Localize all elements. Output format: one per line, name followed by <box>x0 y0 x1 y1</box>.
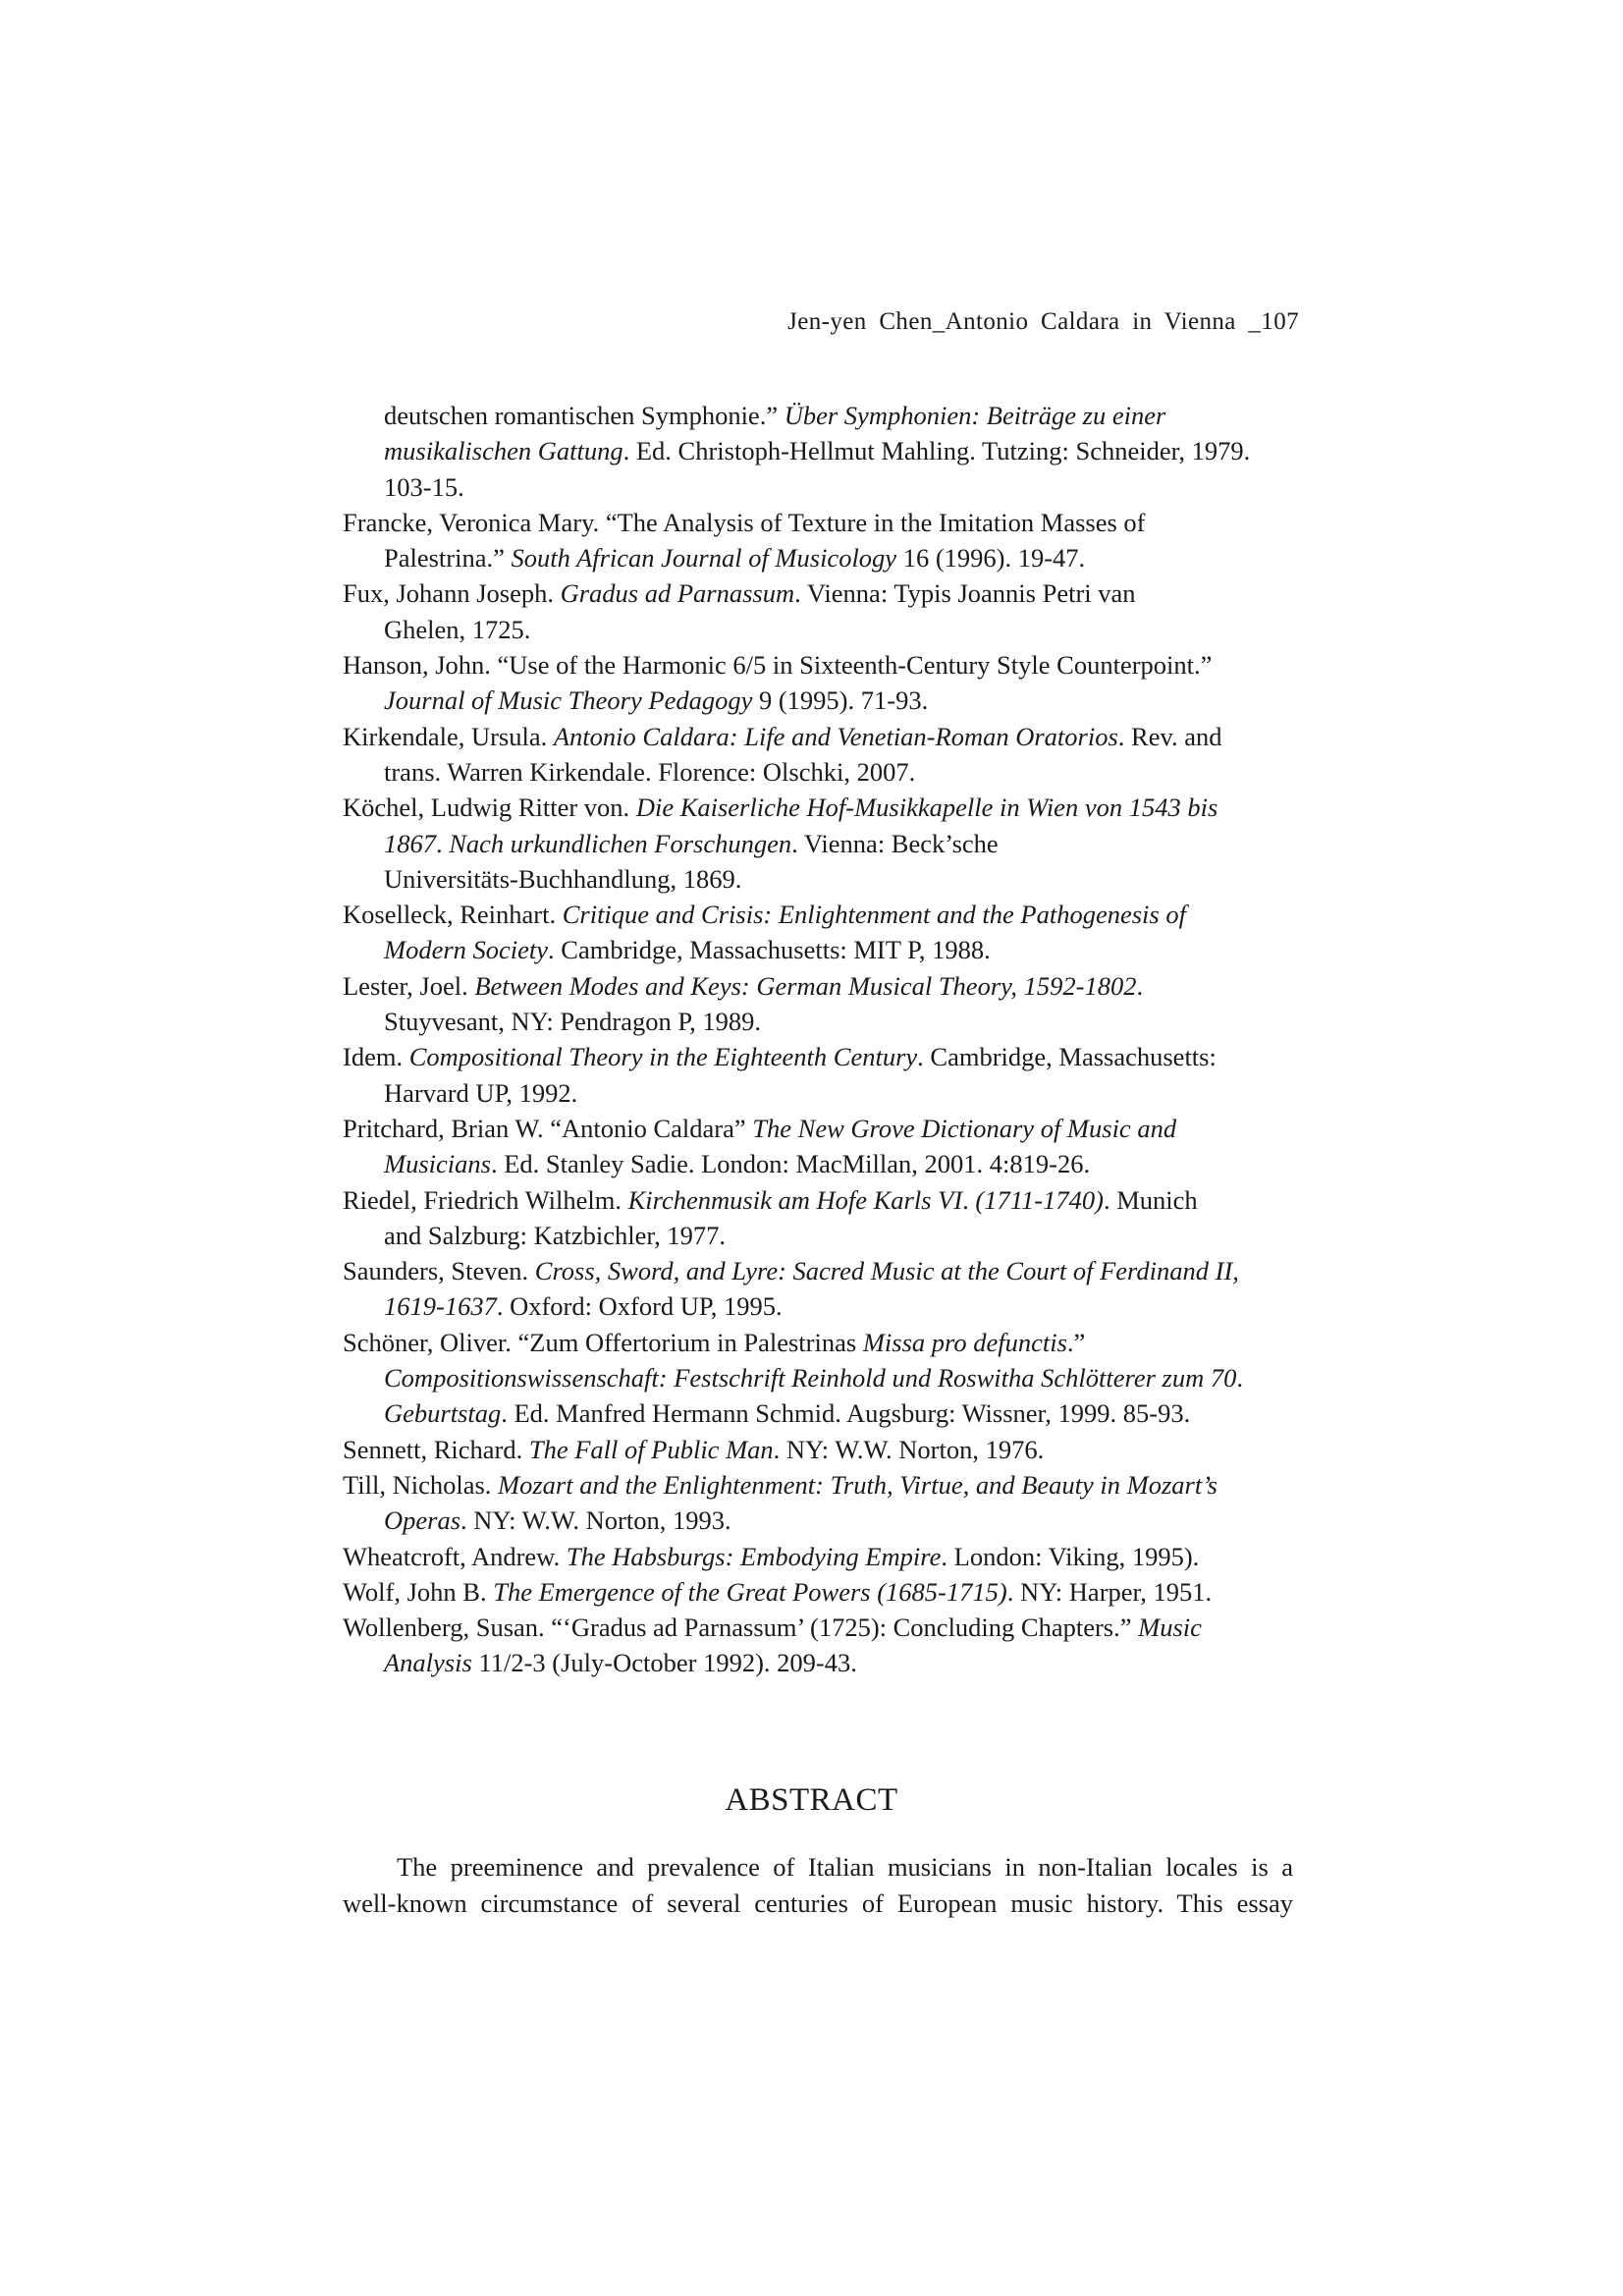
italic-title: 1619-1637 <box>384 1291 497 1322</box>
bibliography-entry <box>343 575 1305 611</box>
italic-title: Mozart and the Enlightenment: Truth, Virtue, and Beauty in Mozart’s <box>498 1469 1217 1500</box>
bibliography-entry <box>343 968 1305 1004</box>
bibliography-entry-continuation <box>343 1218 1305 1253</box>
bibliography-entry <box>343 1253 1305 1288</box>
citation-text: Hanson, John. “Use of the Harmonic 6/5 in Sixteenth-Century Style Counterpoint.” <box>343 650 1213 681</box>
italic-title: Musicians <box>384 1149 491 1179</box>
abstract-heading: ABSTRACT <box>725 1782 898 1818</box>
citation-text: Schöner, Oliver. “Zum Offertorium in Palestrinas <box>343 1327 863 1357</box>
citation-text: Lester, Joel. <box>343 970 475 1001</box>
bibliography-entry-continuation <box>343 1146 1305 1181</box>
citation-text: .” <box>1066 1327 1086 1357</box>
citation-text: . Munich <box>1103 1184 1198 1215</box>
citation-text: trans. Warren Kirkendale. Florence: Olschki, 2007. <box>384 756 916 787</box>
bibliography-entry <box>343 1539 1305 1574</box>
bibliography-entry <box>343 790 1305 825</box>
bibliography-entry-continuation <box>343 826 1305 861</box>
italic-title: Gradus ad Parnassum <box>560 578 795 609</box>
italic-title: Nach urkundlichen Forschungen <box>449 828 792 858</box>
italic-title: (1711-1740) <box>975 1184 1104 1215</box>
citation-text: . <box>962 1184 976 1215</box>
italic-title: Journal of Music Theory Pedagogy <box>384 685 753 716</box>
citation-text: Stuyvesant, NY: Pendragon P, 1989. <box>384 1007 762 1037</box>
bibliography-list <box>343 398 1305 1681</box>
citation-text: . <box>1136 970 1144 1001</box>
citation-text: Francke, Veronica Mary. “The Analysis of Texture in the Imitation Masses of <box>343 507 1146 537</box>
bibliography-entry <box>343 1325 1305 1360</box>
bibliography-entry <box>343 1610 1305 1645</box>
italic-title: Geburtstag <box>384 1398 502 1429</box>
citation-text: . NY: W.W. Norton, 1993. <box>460 1505 731 1536</box>
citation-text: . Cambridge, Massachusetts: <box>917 1042 1217 1072</box>
citation-text: deutschen romantischen Symphonie.” <box>384 401 784 430</box>
citation-text: Till, Nicholas. <box>343 1469 499 1500</box>
bibliography-entry <box>343 505 1305 540</box>
citation-text: 11/2-3 (July-October 1992). 209-43. <box>471 1648 857 1678</box>
italic-title: The Emergence of the Great Powers (1685-1715) <box>493 1576 1007 1607</box>
citation-text: 16 (1996). 19-47. <box>896 543 1086 574</box>
abstract-body <box>343 1849 1293 1922</box>
italic-title: Über Symphonien: Beiträge zu einer <box>784 401 1166 430</box>
bibliography-entry <box>343 1467 1305 1503</box>
italic-title: Die Kaiserliche Hof-Musikkapelle in Wien von 1543 bis <box>635 793 1218 823</box>
citation-text: Sennett, Richard. <box>343 1434 529 1464</box>
italic-title: The Habsburgs: Embodying Empire <box>566 1541 942 1571</box>
citation-text: Wollenberg, Susan. “‘Gradus ad Parnassum’ (1725): Concluding Chapters.” <box>343 1613 1139 1643</box>
italic-title: Kirchenmusik am Hofe Karls VI <box>627 1184 963 1215</box>
italic-title: Operas <box>384 1505 461 1536</box>
italic-title: Missa pro defunctis <box>862 1327 1067 1357</box>
italic-title: Modern Society <box>384 935 549 965</box>
italic-title: The New Grove Dictionary of Music and <box>752 1113 1177 1143</box>
citation-text: Köchel, Ludwig Ritter von. <box>343 793 636 823</box>
italic-title: Music <box>1138 1613 1202 1643</box>
bibliography-entry-continuation <box>343 1645 1305 1680</box>
italic-title: Between Modes and Keys: German Musical Theory, 1592-1802 <box>474 970 1137 1001</box>
citation-text: Fux, Johann Joseph. <box>343 578 561 609</box>
italic-title: Cross, Sword, and Lyre: Sacred Music at the Court of Ferdinand II, <box>534 1256 1239 1286</box>
bibliography-entry-continuation <box>343 540 1305 575</box>
citation-text: Saunders, Steven. <box>343 1256 535 1286</box>
bibliography-entry <box>343 1039 1305 1074</box>
bibliography-entry-continuation <box>343 1360 1305 1395</box>
italic-title: Analysis <box>384 1648 472 1678</box>
italic-title: Critique and Crisis: Enlightenment and the Pathogenesis of <box>562 900 1186 930</box>
citation-text: Idem. <box>343 1042 409 1072</box>
bibliography-entry-continuation <box>343 433 1305 468</box>
italic-title: The Fall of Public Man <box>528 1434 774 1464</box>
bibliography-entry-continuation <box>343 861 1305 897</box>
bibliography-entry-continuation <box>343 1288 1305 1324</box>
bibliography-entry <box>343 1574 1305 1610</box>
bibliography-entry <box>343 1432 1305 1467</box>
bibliography-entry-continuation <box>343 1004 1305 1039</box>
citation-text: Harvard UP, 1992. <box>384 1077 578 1108</box>
citation-text: . Oxford: Oxford UP, 1995. <box>496 1291 783 1322</box>
citation-text: . Ed. Manfred Hermann Schmid. Augsburg: Wissner, 1999. 85-93. <box>501 1398 1191 1429</box>
citation-text: . NY: W.W. Norton, 1976. <box>773 1434 1045 1464</box>
citation-text: and Salzburg: Katzbichler, 1977. <box>384 1220 727 1250</box>
citation-text: Ghelen, 1725. <box>384 614 531 644</box>
citation-text: Koselleck, Reinhart. <box>343 900 563 930</box>
italic-title: 1867 <box>384 828 436 858</box>
abstract-line: The preeminence and prevalence of Italian musicians in non-Italian locales is a <box>397 1852 1293 1882</box>
citation-text: . Vienna: Typis Joannis Petri van <box>794 578 1136 609</box>
italic-title: Compositional Theory in the Eighteenth Century <box>408 1042 918 1072</box>
bibliography-entry <box>343 897 1305 932</box>
bibliography-entry <box>343 1182 1305 1218</box>
citation-text: 103-15. <box>384 471 464 502</box>
citation-text: Pritchard, Brian W. “Antonio Caldara” <box>343 1113 753 1143</box>
citation-text: Wolf, John B. <box>343 1576 494 1607</box>
italic-title: musikalischen Gattung <box>384 436 623 466</box>
citation-text: Wheatcroft, Andrew. <box>343 1541 567 1571</box>
italic-title: South African Journal of Musicology <box>511 543 897 574</box>
citation-text: 9 (1995). 71-93. <box>752 685 929 716</box>
bibliography-entry-continuation <box>343 398 1305 433</box>
citation-text: Palestrina.” <box>384 543 512 574</box>
citation-text: . <box>1236 1363 1243 1394</box>
abstract-line: well-known circumstance of several centuries of European music history. This essay <box>343 1888 1293 1918</box>
bibliography-entry <box>343 719 1305 754</box>
bibliography-entry-continuation <box>343 754 1305 790</box>
italic-title: Antonio Caldara: Life and Venetian-Roman Oratorios <box>553 721 1118 751</box>
citation-text: Kirkendale, Ursula. <box>343 721 554 751</box>
bibliography-entry-continuation <box>343 469 1305 505</box>
citation-text: Riedel, Friedrich Wilhelm. <box>343 1184 628 1215</box>
citation-text: . Cambridge, Massachusetts: MIT P, 1988. <box>548 935 991 965</box>
bibliography-entry-continuation <box>343 1075 1305 1111</box>
citation-text: . Ed. Stanley Sadie. London: MacMillan, 2001. 4:819-26. <box>490 1149 1091 1179</box>
bibliography-entry-continuation <box>343 1395 1305 1431</box>
bibliography-entry <box>343 647 1305 683</box>
bibliography-entry-continuation <box>343 1503 1305 1538</box>
citation-text: . Vienna: Beck’sche <box>791 828 999 858</box>
running-head: Jen-yen Chen_Antonio Caldara in Vienna _107 <box>787 308 1299 335</box>
citation-text: . Ed. Christoph-Hellmut Mahling. Tutzing: Schneider, 1979. <box>622 436 1251 466</box>
citation-text: . <box>436 828 450 858</box>
bibliography-entry-continuation <box>343 932 1305 967</box>
citation-text: . Rev. and <box>1117 721 1222 751</box>
bibliography-entry <box>343 1111 1305 1146</box>
bibliography-entry-continuation <box>343 683 1305 718</box>
italic-title: Compositionswissenschaft: Festschrift Reinhold und Roswitha Schlötterer zum 70 <box>384 1363 1237 1394</box>
citation-text: Universitäts-Buchhandlung, 1869. <box>384 863 742 894</box>
citation-text: . London: Viking, 1995). <box>941 1541 1200 1571</box>
bibliography-entry-continuation <box>343 612 1305 647</box>
citation-text: . NY: Harper, 1951. <box>1006 1576 1213 1607</box>
